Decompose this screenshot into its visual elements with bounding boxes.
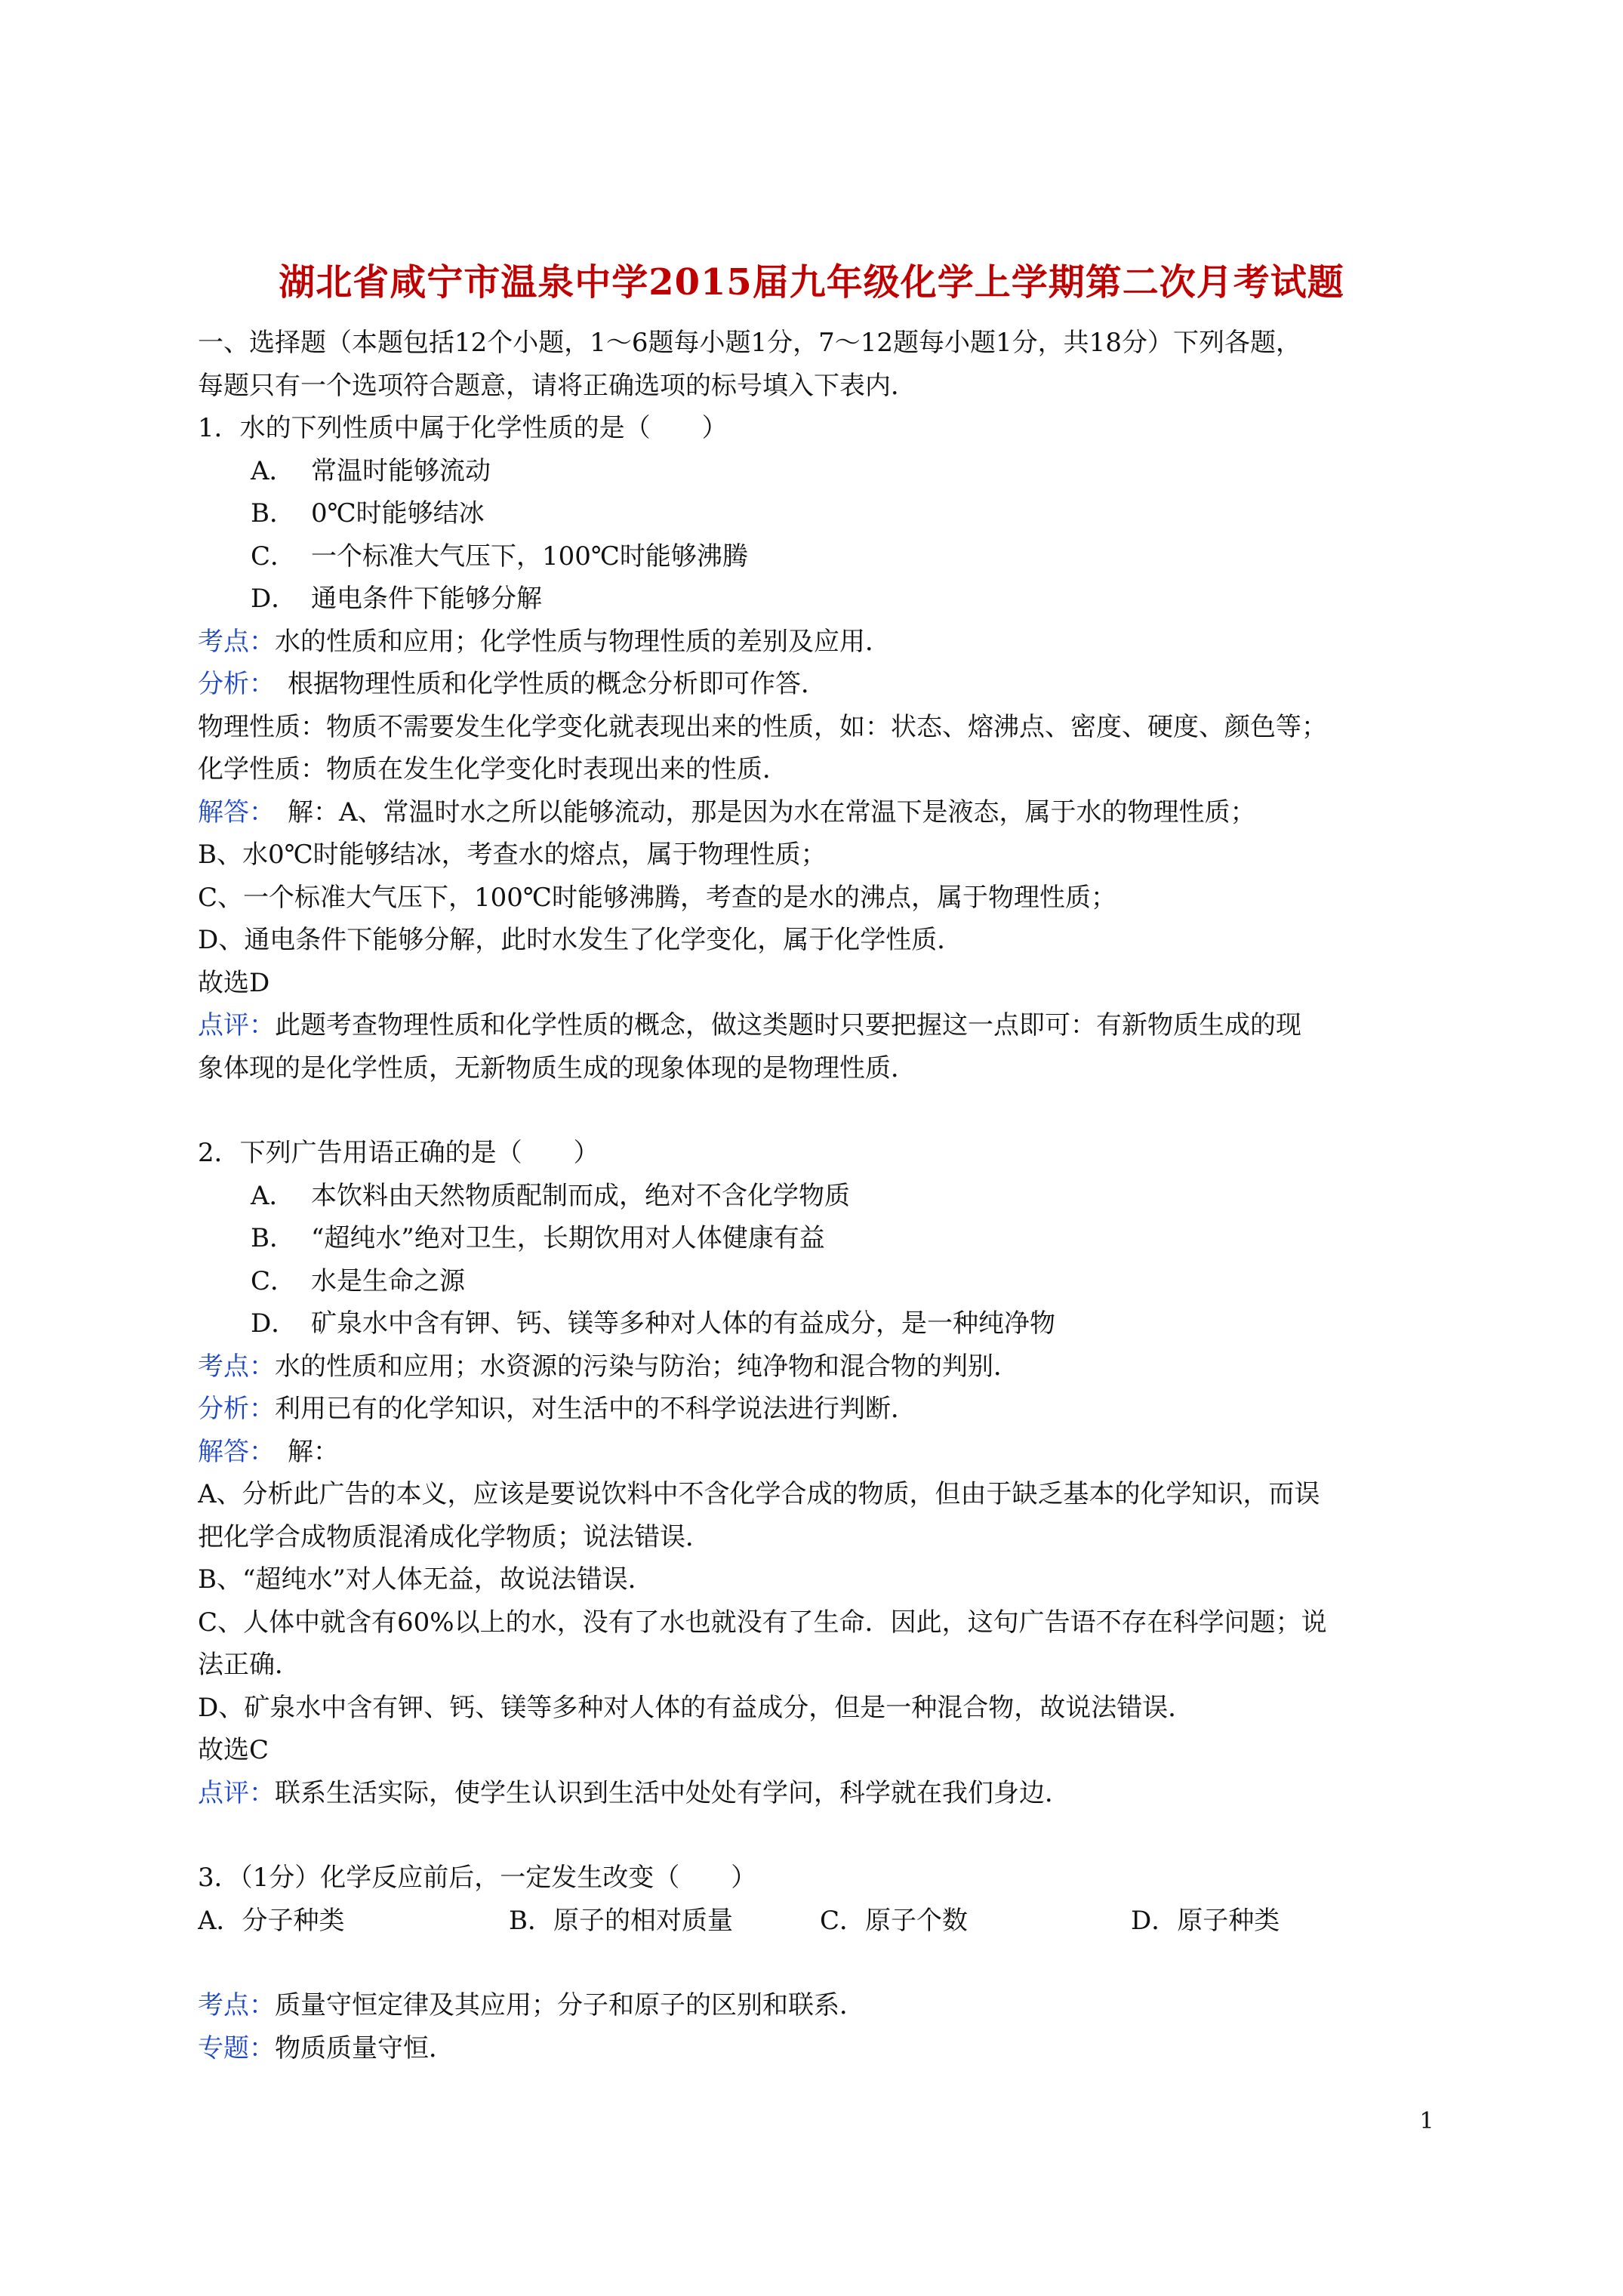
fenxi-row [198, 663, 1474, 706]
fenxi-row [198, 1388, 1474, 1431]
jieda-row [198, 791, 1474, 834]
fenxi-text: 根据物理性质和化学性质的概念分析即可作答． [262, 669, 827, 699]
inline-options [198, 1900, 1474, 1943]
option-text: 水是生命之源 [311, 1265, 465, 1296]
jieda-line: C、人体中就含有60%以上的水，没有了水也就没有了生命．因此，这句广告语不存在科学问题；说 [198, 1607, 1327, 1638]
jieda-line: A、分析此广告的本义，应该是要说饮料中不含化学合成的物质，但由于缺乏基本的化学知识，而误 [198, 1479, 1320, 1509]
jieda-label: 解答： [198, 1436, 262, 1467]
kaodian-label: 考点： [198, 626, 275, 657]
page-number: 1 [1419, 2108, 1434, 2134]
zhuanti-row [198, 2027, 1474, 2070]
dianping-label: 点评： [198, 1010, 275, 1040]
jieda-line: 故选C [198, 1735, 269, 1765]
option-item: A．分子种类 [198, 1905, 345, 1936]
dianping-row [198, 1772, 1474, 1815]
fenxi-label: 分析： [198, 1394, 275, 1424]
option-text: “超纯水”绝对卫生，长期饮用对人体健康有益 [311, 1223, 825, 1253]
spacer [198, 1089, 1474, 1132]
option-item [198, 1175, 1474, 1218]
option-letter: D． [251, 584, 297, 614]
page-title: 湖北省咸宁市温泉中学2015届九年级化学上学期第二次月考试题 [279, 261, 1344, 304]
fenxi-label: 分析： [198, 669, 262, 699]
kaodian-text: 水的性质和应用；化学性质与物理性质的差别及应用． [275, 626, 891, 657]
option-text: 本饮料由天然物质配制而成，绝对不含化学物质 [311, 1180, 850, 1211]
option-item [198, 1217, 1474, 1260]
dianping-text: 此题考查物理性质和化学性质的概念，做这类题时只要把握这一点即可：有新物质生成的现 [275, 1010, 1301, 1040]
jieda-line: D、矿泉水中含有钾、钙、镁等多种对人体的有益成分，但是一种混合物，故说法错误． [198, 1692, 1194, 1723]
jieda-text: 解： [262, 1436, 339, 1467]
option-letter: A． [251, 455, 295, 486]
option-letter: D． [251, 1308, 297, 1339]
kaodian-label: 考点： [198, 1351, 275, 1382]
spacer [198, 1814, 1474, 1857]
kaodian-label: 考点： [198, 1990, 275, 2020]
document-body [198, 322, 1474, 2069]
jieda-label: 解答： [198, 797, 262, 827]
option-letter: B． [251, 1223, 295, 1253]
option-letter: C． [251, 1265, 297, 1296]
option-item: C．原子个数 [820, 1905, 969, 1936]
option-text: 通电条件下能够分解 [311, 584, 542, 614]
kaodian-row [198, 1345, 1474, 1388]
dianping-text: 联系生活实际，使学生认识到生活中处处有学问，科学就在我们身边． [275, 1777, 1070, 1808]
option-item [198, 578, 1474, 621]
option-text: 矿泉水中含有钾、钙、镁等多种对人体的有益成分，是一种纯净物 [311, 1308, 1055, 1339]
dianping-row [198, 1004, 1474, 1047]
jieda-text: 解：A、常温时水之所以能够流动，那是因为水在常温下是液态，属于水的物理性质； [262, 797, 1256, 827]
jieda-line: 故选D [198, 967, 270, 998]
question-stem: 2．下列广告用语正确的是（ ） [198, 1138, 599, 1168]
option-letter: C． [251, 541, 297, 572]
option-text: 常温时能够流动 [311, 455, 491, 486]
option-item [198, 492, 1474, 535]
jieda-line: C、一个标准大气压下，100℃时能够沸腾，考查的是水的沸点，属于物理性质； [198, 882, 1116, 913]
jieda-row [198, 1431, 1474, 1474]
fenxi-line: 物理性质：物质不需要发生化学变化就表现出来的性质，如：状态、熔沸点、密度、硬度、颜色等； [198, 711, 1327, 742]
question-stem: 1．水的下列性质中属于化学性质的是（ ） [198, 413, 728, 443]
zhuanti-label: 专题： [198, 2032, 275, 2063]
dianping-label: 点评： [198, 1777, 275, 1808]
jieda-line: D、通电条件下能够分解，此时水发生了化学变化，属于化学性质． [198, 925, 963, 955]
option-item [198, 1302, 1474, 1345]
fenxi-line: 化学性质：物质在发生化学变化时表现出来的性质． [198, 754, 788, 784]
jieda-line: B、水0℃时能够结冰，考查水的熔点，属于物理性质； [198, 840, 827, 870]
fenxi-text: 利用已有的化学知识，对生活中的不科学说法进行判断． [275, 1394, 916, 1424]
dianping-line: 象体现的是化学性质，无新物质生成的现象体现的是物理性质． [198, 1052, 916, 1083]
kaodian-row [198, 1984, 1474, 2027]
spacer [198, 1942, 1474, 1984]
jieda-line: B、“超纯水”对人体无益，故说法错误． [198, 1564, 654, 1595]
option-text: 一个标准大气压下，100℃时能够沸腾 [311, 541, 748, 572]
section-intro: 每题只有一个选项符合题意，请将正确选项的标号填入下表内． [198, 370, 916, 401]
option-text: 0℃时能够结冰 [311, 498, 485, 529]
zhuanti-text: 物质质量守恒． [275, 2032, 454, 2063]
jieda-line: 法正确． [198, 1650, 300, 1680]
jieda-line: 把化学合成物质混淆成化学物质；说法错误． [198, 1521, 711, 1552]
option-item [198, 535, 1474, 578]
option-item [198, 1260, 1474, 1303]
kaodian-text: 水的性质和应用；水资源的污染与防治；纯净物和混合物的判别． [275, 1351, 1019, 1382]
option-letter: A． [251, 1180, 295, 1211]
option-item [198, 450, 1474, 493]
option-letter: B． [251, 498, 295, 529]
kaodian-row [198, 621, 1474, 664]
section-intro: 一、选择题（本题包括12个小题，1～6题每小题1分，7～12题每小题1分，共18分）下列各题， [198, 328, 1301, 358]
option-item: B．原子的相对质量 [509, 1905, 733, 1936]
option-item: D．原子种类 [1131, 1905, 1280, 1936]
question-stem: 3．（1分）化学反应前后，一定发生改变（ ） [198, 1863, 757, 1893]
kaodian-text: 质量守恒定律及其应用；分子和原子的区别和联系． [275, 1990, 865, 2020]
